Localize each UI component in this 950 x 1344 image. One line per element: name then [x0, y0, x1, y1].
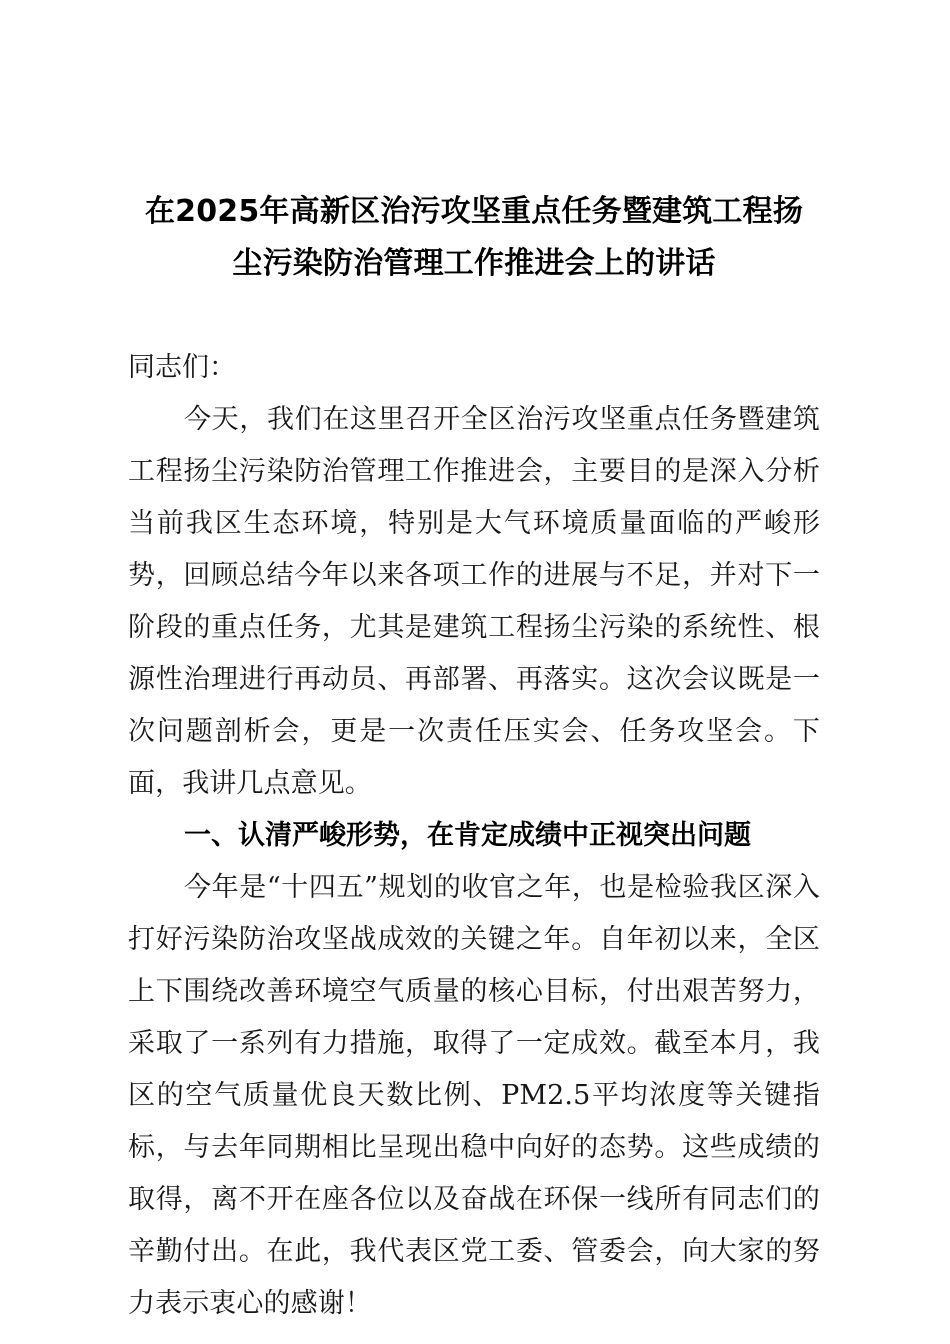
document-title-line-2: 染防治管理工作推进会上的讲话 [292, 246, 716, 281]
salutation: 同志们： [128, 352, 236, 383]
document-title-line-1: 在2025年高新区治污攻坚重点任务暨建筑工程扬尘污 [144, 194, 804, 281]
opening-paragraph: 今天，我们在这里召开全区治污攻坚重点任务暨建筑工程扬尘污染防治管理工作推进会，主要目的是深入分析当前我区生态环境，特别是大气环境质量面临的严峻形势，回顾总结今年以来各项工作的进展与不足，并对下一阶段的重点任务，尤其是建筑工程扬尘污染的系统性、根源性治理进行再动员、再部署、再落实。这次会议既是一次问题剖析会，更是一次责任压实会、任务攻坚会。下面，我讲几点意见。 [128, 404, 820, 799]
title-body-spacer [128, 290, 820, 342]
document-title [128, 186, 820, 290]
document-content [128, 186, 820, 1330]
section-1-paragraph-1: 今年是“十四五”规划的收官之年，也是检验我区深入打好污染防治攻坚战成效的关键之年。自年初以来，全区上下围绕改善环境空气质量的核心目标，付出艰苦努力，采取了一系列有力措施，取得了一定成效。截至本月，我区的空气质量优良天数比例、PM2.5平均浓度等关键指标，与去年同期相比呈现出稳中向好的态势。这些成绩的取得，离不开在座各位以及奋战在环保一线所有同志们的辛勤付出。在此，我代表区党工委、管委会，向大家的努力表示衷心的感谢！ [128, 872, 820, 1319]
section-heading-1: 一、认清严峻形势，在肯定成绩中正视突出问题 [184, 820, 751, 851]
